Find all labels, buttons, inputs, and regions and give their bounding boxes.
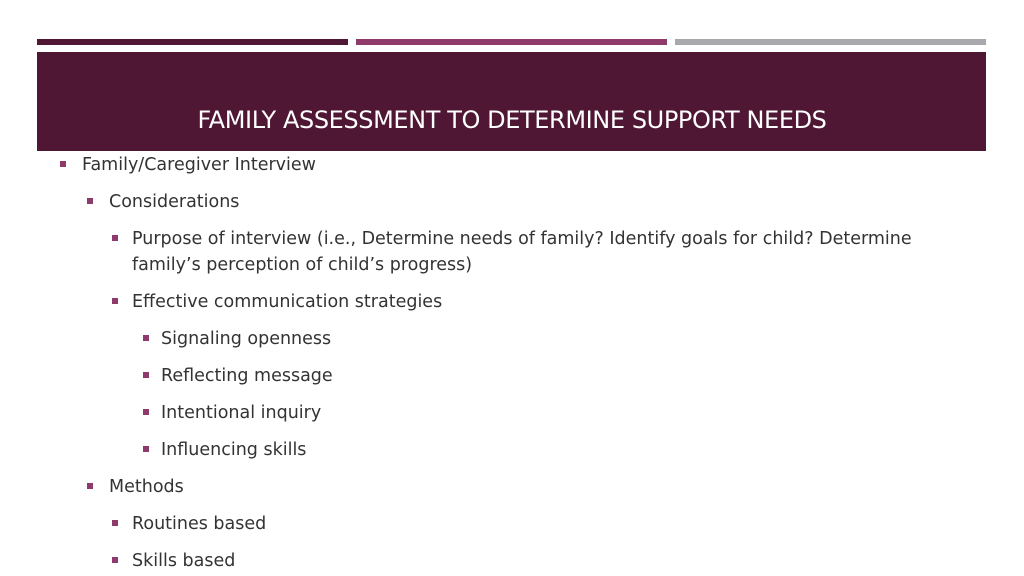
- list-item: [82, 152, 316, 178]
- list-item-text: Methods: [109, 477, 184, 497]
- square-bullet-icon: [87, 483, 93, 489]
- list-item-text: Influencing skills: [161, 440, 307, 460]
- square-bullet-icon: [143, 372, 149, 378]
- title-band: [37, 52, 986, 151]
- list-item: [109, 474, 184, 500]
- list-item: [161, 437, 306, 463]
- list-item: [132, 511, 266, 537]
- square-bullet-icon: [112, 298, 118, 304]
- list-item: [161, 326, 331, 352]
- slide-title: FAMILY ASSESSMENT TO DETERMINE SUPPORT NEEDS: [197, 106, 827, 134]
- accent-bar-dark: [37, 39, 348, 45]
- list-item: [161, 363, 333, 389]
- square-bullet-icon: [87, 198, 93, 204]
- list-item-text: Signaling openness: [161, 329, 332, 349]
- list-item-text: Routines based: [132, 514, 267, 534]
- list-item-text: Family/Caregiver Interview: [82, 155, 316, 175]
- square-bullet-icon: [143, 409, 149, 415]
- square-bullet-icon: [143, 335, 149, 341]
- list-item: [109, 189, 239, 215]
- list-item-text: Reflecting message: [161, 366, 333, 386]
- list-item-text: Intentional inquiry: [161, 403, 322, 423]
- square-bullet-icon: [112, 520, 118, 526]
- list-item: [132, 226, 982, 278]
- list-item-text: Effective communication strategies: [132, 292, 443, 312]
- square-bullet-icon: [143, 446, 149, 452]
- list-item-text: Considerations: [109, 192, 240, 212]
- square-bullet-icon: [60, 161, 66, 167]
- square-bullet-icon: [112, 235, 118, 241]
- square-bullet-icon: [112, 557, 118, 563]
- list-item: [132, 548, 235, 574]
- accent-bar-gray: [675, 39, 986, 45]
- list-item-text: Skills based: [132, 551, 236, 571]
- accent-bar-plum: [356, 39, 667, 45]
- list-item: [132, 289, 442, 315]
- list-item: [161, 400, 321, 426]
- list-item-text: Purpose of interview (i.e., Determine needs of family? Identify goals for child? Determine family’s perception of child’s progress): [132, 229, 912, 275]
